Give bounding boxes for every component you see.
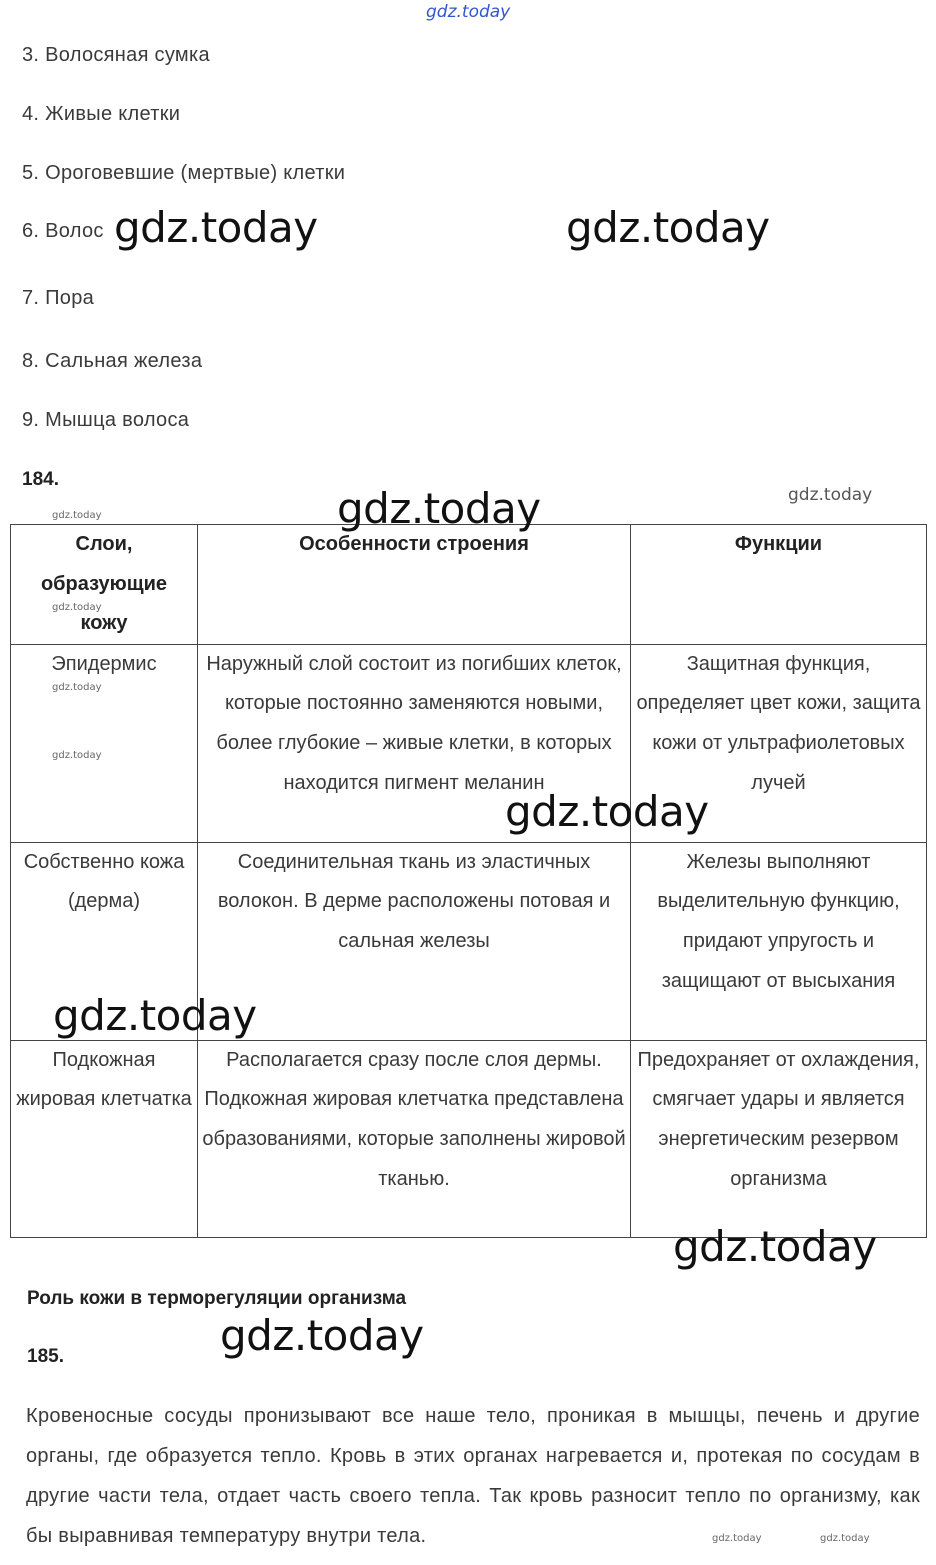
task-number: 185.	[27, 1346, 64, 1367]
structure-cell: Соединительная ткань из эластичных волокон. В дерме расположены потовая и сальная железы	[198, 842, 631, 1040]
layer-cell: Эпидермис	[11, 644, 198, 842]
watermark: gdz.today	[788, 485, 873, 505]
column-header: Функции	[631, 525, 927, 645]
watermark: gdz.today	[52, 510, 102, 521]
functions-cell: Защитная функция, определяет цвет кожи, защита кожи от ультрафиолетовых лучей	[631, 644, 927, 842]
functions-cell: Предохраняет от охлаждения, смягчает удары и является энергетическим резервом организма	[631, 1040, 927, 1237]
watermark: gdz.today	[52, 602, 102, 613]
table-row	[11, 644, 927, 842]
watermark: gdz.today	[712, 1533, 762, 1544]
answer-paragraph: Кровеносные сосуды пронизывают все наше тело, проникая в мышцы, печень и другие органы, где образуется тепло. Кровь в этих органах нагревается и, протекая по сосудам в другие части тела, отдает часть своего тепла. Так кровь разносит тепло по организму, как бы выравнивая температуру внутри тела.	[26, 1405, 920, 1547]
list-item: 8. Сальная железа	[22, 350, 203, 372]
column-header: Слои, образующие кожу	[11, 525, 198, 645]
skin-layers-table	[10, 524, 927, 1238]
layer-cell: Подкожная жировая клетчатка	[11, 1040, 198, 1237]
section-title: Роль кожи в терморегуляции организма	[27, 1288, 407, 1309]
functions-cell: Железы выполняют выделительную функцию, придают упругость и защищают от высыхания	[631, 842, 927, 1040]
watermark: gdz.today	[337, 484, 541, 533]
list-item: 9. Мышца волоса	[22, 409, 190, 431]
watermark: gdz.today	[566, 203, 770, 252]
list-item: 7. Пора	[22, 287, 95, 309]
watermark: gdz.today	[220, 1311, 424, 1360]
layer-cell: Собственно кожа (дерма)	[11, 842, 198, 1040]
list-item: 5. Ороговевшие (мертвые) клетки	[22, 162, 346, 184]
table-row	[11, 1040, 927, 1237]
watermark: gdz.today	[52, 682, 102, 693]
watermark: gdz.today	[426, 2, 511, 22]
list-item: 6. Волос	[22, 220, 104, 242]
task-number: 184.	[22, 469, 59, 490]
watermark: gdz.today	[820, 1533, 870, 1544]
list-item: 3. Волосяная сумка	[22, 44, 210, 66]
structure-cell: Наружный слой состоит из погибших клеток, которые постоянно заменяются новыми, более глубокие – живые клетки, в которых находится пигмент меланин	[198, 644, 631, 842]
table-header-row	[11, 525, 927, 645]
column-header: Особенности строения	[198, 525, 631, 645]
structure-cell: Располагается сразу после слоя дермы. Подкожная жировая клетчатка представлена образованиями, которые заполнены жировой тканью.	[198, 1040, 631, 1237]
watermark: gdz.today	[114, 203, 318, 252]
watermark: gdz.today	[673, 1222, 877, 1271]
watermark: gdz.today	[505, 787, 709, 836]
watermark: gdz.today	[52, 750, 102, 761]
list-item: 4. Живые клетки	[22, 103, 181, 125]
watermark: gdz.today	[53, 991, 257, 1040]
